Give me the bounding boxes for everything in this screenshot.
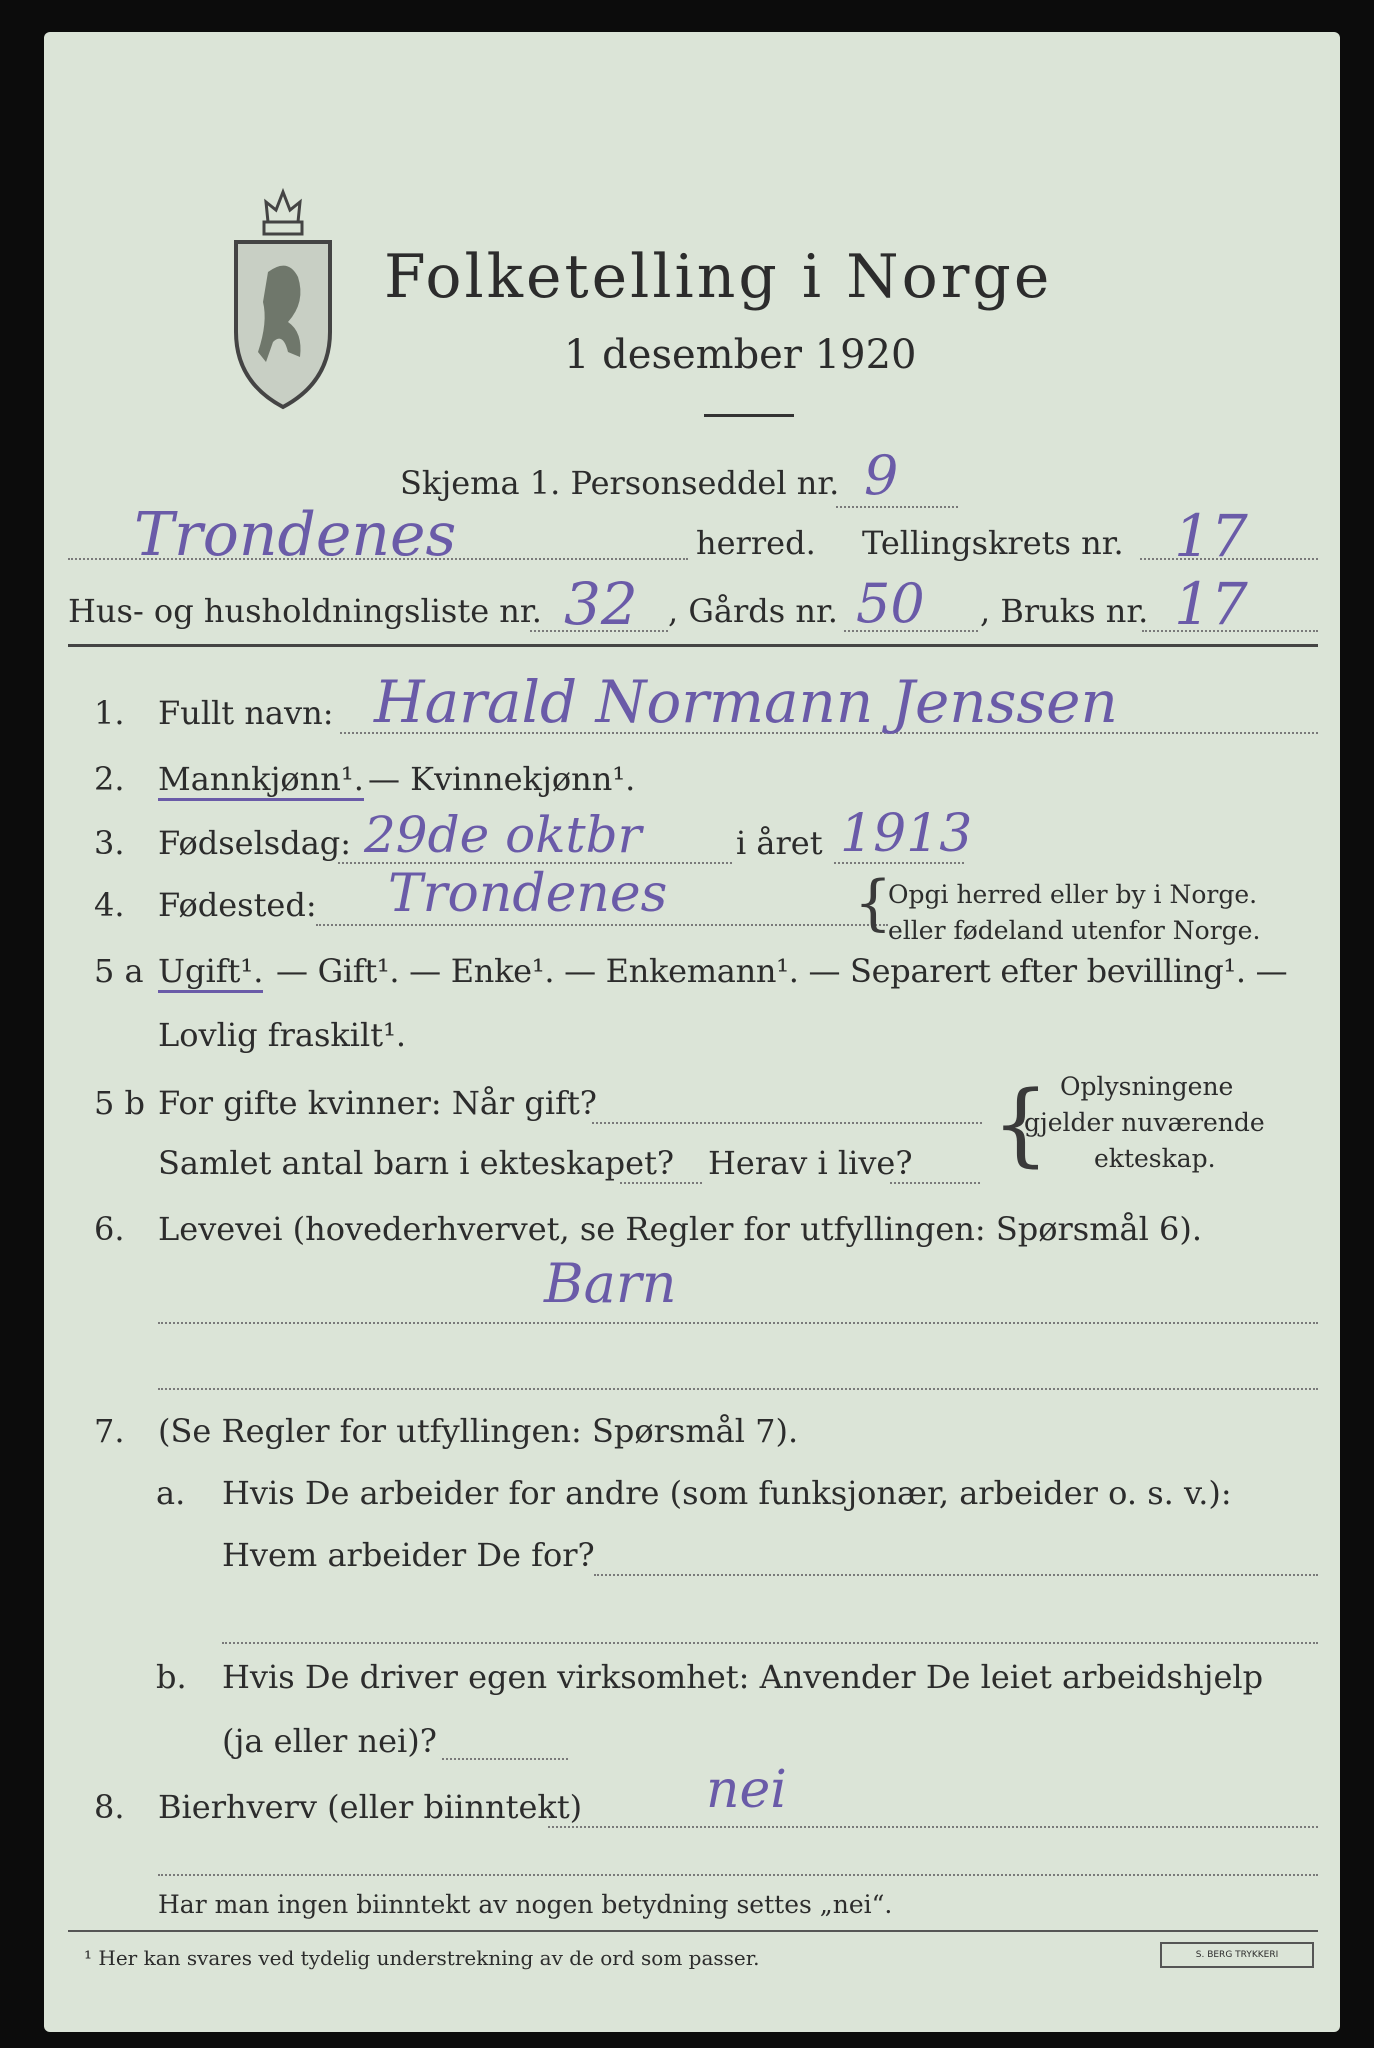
krets-value: 17 [1174, 502, 1248, 570]
q7b-yesno-label: (ja eller nei)? [222, 1722, 437, 1760]
q7-label: (Se Regler for utfyllingen: Spørsmål 7). [158, 1412, 799, 1450]
q5b-alive-field-line [890, 1182, 980, 1184]
q5b-number: 5 b [94, 1084, 146, 1122]
q5b-alive-label: Herav i live? [708, 1144, 913, 1182]
q3-number: 3. [94, 824, 125, 862]
q8-number: 8. [94, 1788, 125, 1826]
form-title: Folketelling i Norge [384, 242, 1053, 312]
q4-note-line1: Opgi herred eller by i Norge. [888, 880, 1258, 909]
q6-field-line2 [158, 1388, 1318, 1390]
q5b-note-line3: ekteskap. [1094, 1144, 1216, 1173]
q3-label: Fødselsdag: [158, 824, 352, 862]
q5a-line2: Lovlig fraskilt¹. [158, 1016, 407, 1054]
q4-label: Fødested: [158, 886, 317, 924]
footnote: ¹ Her kan svares ved tydelig understrekning av de ord som passer. [84, 1946, 760, 1970]
q4-note-line2: eller fødeland utenfor Norge. [888, 916, 1261, 945]
q3-year-value: 1913 [840, 804, 973, 864]
q4-brace: { [854, 868, 893, 938]
schema-label: Skjema 1. Personseddel nr. [400, 464, 840, 502]
bruk-label: , Bruks nr. [980, 592, 1149, 630]
q7a-extra-field-line [222, 1642, 1318, 1644]
q5b-children-label: Samlet antal barn i ekteskapet? [158, 1144, 675, 1182]
q3-value: 29de oktbr [364, 806, 642, 864]
q5b-children-field-line [620, 1182, 702, 1184]
q2-female-option: — Kvinnekjønn¹. [368, 760, 636, 798]
q7b-field-line [442, 1758, 568, 1760]
q8-value: nei [706, 1760, 787, 1820]
q5b-brace: { [992, 1072, 1050, 1177]
q5b-married-field-line [592, 1122, 982, 1124]
q5b-note-line1: Oplysningene [1060, 1072, 1234, 1101]
q7a-employer-label: Hvem arbeider De for? [222, 1536, 595, 1574]
q2-male-option: Mannkjønn¹. [158, 760, 364, 801]
q5b-note-line2: gjelder nuværende [1024, 1108, 1265, 1137]
bruk-value: 17 [1174, 570, 1248, 638]
q5b-married-label: For gifte kvinner: Når gift? [158, 1084, 597, 1122]
q5a-ugift-option: Ugift¹. [158, 952, 263, 993]
q7a-number: a. [156, 1474, 186, 1512]
hus-value: 32 [564, 570, 638, 638]
herred-field-line [68, 558, 688, 560]
q4-field-line [316, 924, 888, 926]
form-date: 1 desember 1920 [564, 332, 917, 378]
q7b-label: Hvis De driver egen virksomhet: Anvender De leiet arbeidshjelp [222, 1658, 1264, 1696]
q7a-employer-field-line [594, 1574, 1318, 1576]
census-form [44, 32, 1340, 2032]
herred-label: herred. [696, 524, 816, 562]
q4-number: 4. [94, 886, 125, 924]
q6-field-line1 [158, 1322, 1318, 1324]
q3-year-label: i året [736, 824, 823, 862]
norwegian-coat-of-arms-icon [228, 182, 338, 412]
q5a-options: — Gift¹. — Enke¹. — Enkemann¹. — Separert efter bevilling¹. — [276, 952, 1288, 990]
q6-value: Barn [544, 1252, 677, 1315]
q1-value: Harald Normann Jenssen [374, 668, 1118, 736]
q7a-label: Hvis De arbeider for andre (som funksjonær, arbeider o. s. v.): [222, 1474, 1232, 1512]
q7b-number: b. [156, 1658, 187, 1696]
gard-label: , Gårds nr. [668, 592, 838, 630]
q1-number: 1. [94, 694, 125, 732]
q4-value: Trondenes [388, 864, 668, 924]
q6-label: Levevei (hovederhvervet, se Regler for utfyllingen: Spørsmål 6). [158, 1210, 1203, 1248]
gard-value: 50 [856, 572, 925, 635]
q7-number: 7. [94, 1412, 125, 1450]
q1-label: Fullt navn: [158, 694, 334, 732]
printer-stamp [1160, 1942, 1314, 1968]
q8-label: Bierhverv (eller biinntekt) [158, 1788, 583, 1826]
krets-label: Tellingskrets nr. [862, 524, 1124, 562]
header-rule [68, 644, 1318, 647]
q5a-number: 5 a [94, 952, 144, 990]
q8-field-line [548, 1826, 1318, 1828]
hus-label: Hus- og husholdningsliste nr. [68, 592, 542, 630]
footer-rule [68, 1930, 1318, 1932]
schema-value: 9 [864, 444, 899, 507]
herred-value: Trondenes [134, 500, 457, 570]
printer-stamp-text: S. BERG TRYKKERI [1195, 1950, 1279, 1960]
q2-number: 2. [94, 760, 125, 798]
nei-instruction: Har man ingen biinntekt av nogen betydning settes „nei“. [158, 1890, 893, 1919]
title-rule [704, 414, 794, 417]
q6-number: 6. [94, 1210, 125, 1248]
q8-extra-field-line [158, 1874, 1318, 1876]
